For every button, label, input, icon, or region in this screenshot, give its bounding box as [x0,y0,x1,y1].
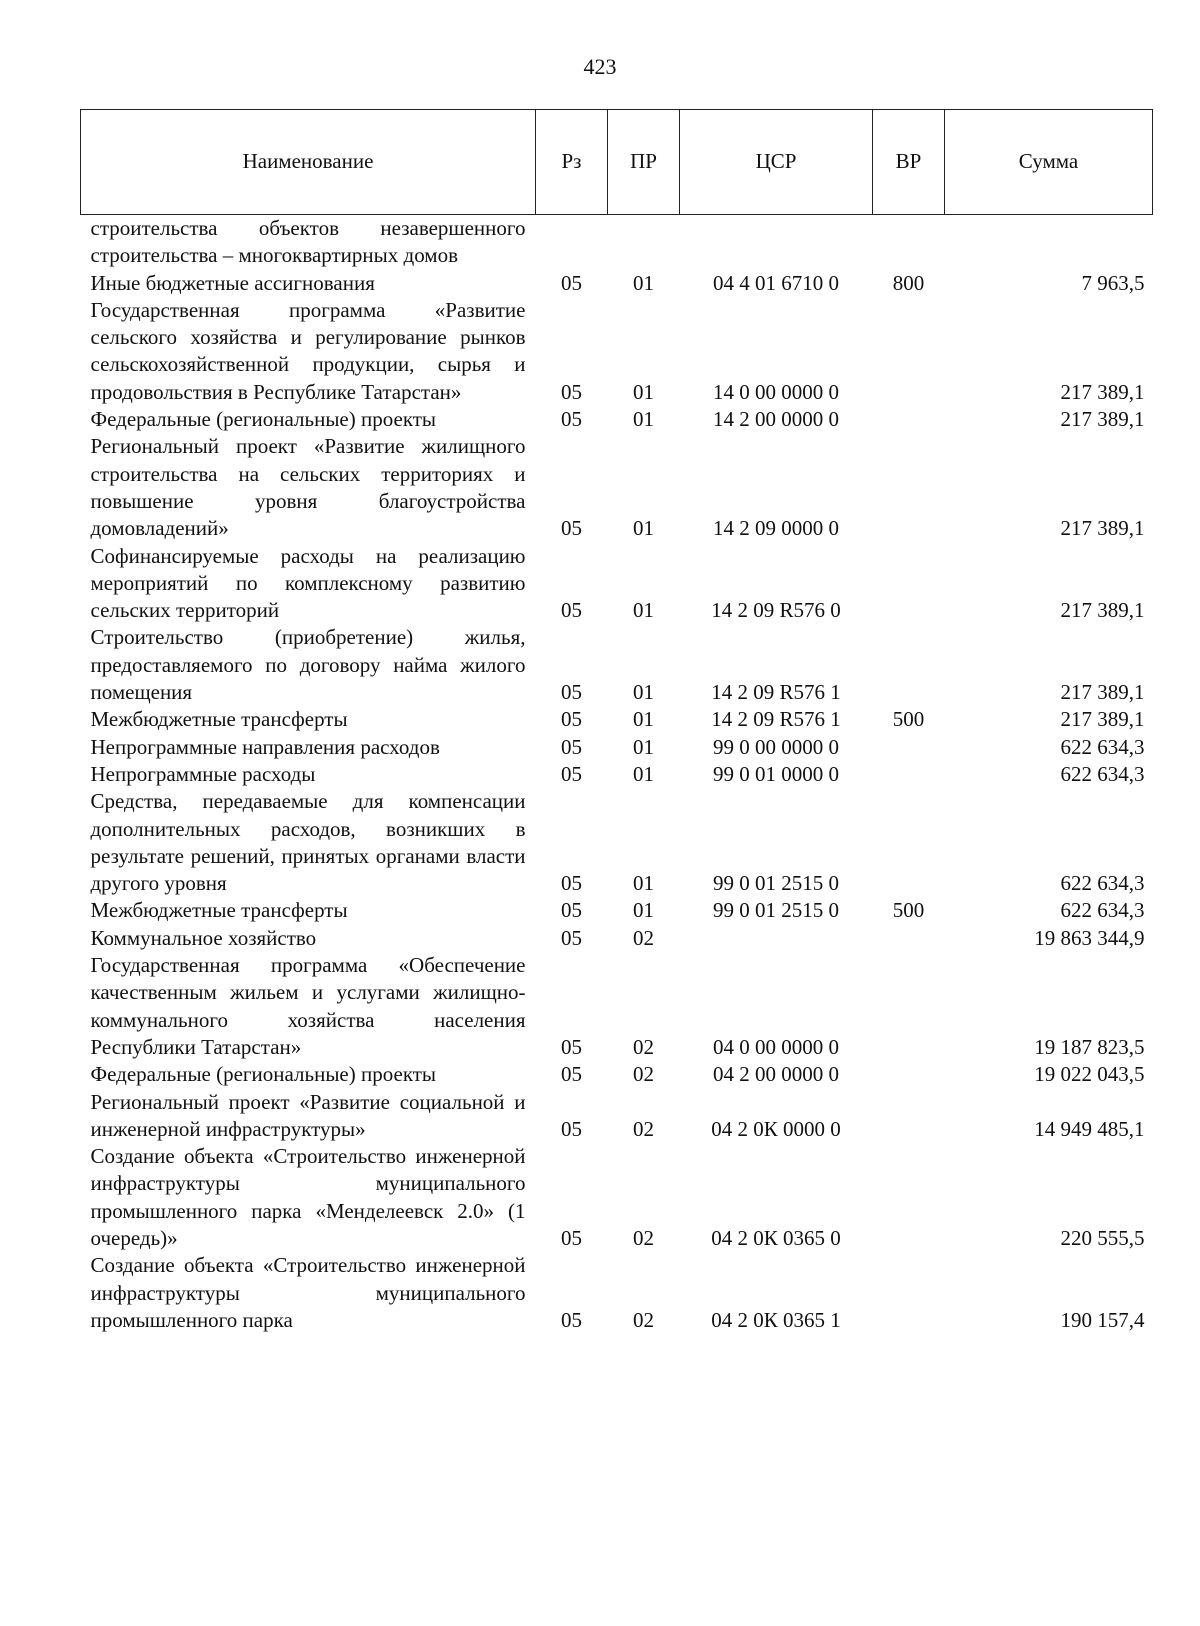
table-row [81,297,1153,406]
cell-csr: 14 2 09 0000 0 [713,516,839,541]
cell-rz: 05 [561,1116,582,1141]
table-row [81,761,1153,788]
cell-pr: 02 [633,1062,654,1087]
table-row [81,1252,1153,1334]
cell-rz: 05 [561,871,582,896]
table-row [81,952,1153,1061]
cell-name: Федеральные (региональные) проекты [90,1062,437,1087]
budget-table [80,109,1153,1334]
cell-pr: 01 [633,516,654,541]
cell-pr: 01 [633,707,654,732]
cell-name: Средства, передаваемые для компенсации дополнительных расходов, возникших в результате решений, принятых органами власти другого уровня [90,789,526,896]
table-row [81,215,1153,270]
cell-csr [680,215,873,270]
cell-pr: 01 [633,379,654,404]
cell-sum: 217 389,1 [1060,379,1145,404]
cell-vr [873,215,945,270]
cell-rz: 05 [561,734,582,759]
table-body [81,215,1153,1335]
cell-vr [873,734,945,761]
cell-csr: 14 2 09 R576 0 [711,598,841,623]
cell-pr: 02 [633,925,654,950]
cell-sum: 217 389,1 [1060,598,1145,623]
cell-name: Государственная программа «Развитие сельского хозяйства и регулирование рынков сельскохозяйственной продукции, сырья и продовольствия в Республике Татарстан» [90,297,526,404]
table-header [81,110,1153,215]
table-row [81,788,1153,897]
cell-name: Непрограммные направления расходов [90,734,440,759]
cell-vr [873,1089,945,1144]
cell-csr: 14 2 09 R576 1 [711,707,841,732]
cell-sum: 622 634,3 [1060,734,1145,759]
cell-rz: 05 [561,270,582,295]
table-row [81,624,1153,706]
cell-sum: 19 187 823,5 [1034,1034,1145,1059]
cell-pr: 01 [633,598,654,623]
cell-rz: 05 [561,1062,582,1087]
cell-name: строительства объектов незавершенного строительства – многоквартирных домов [90,216,526,268]
table-row [81,433,1153,542]
cell-pr: 01 [633,407,654,432]
cell-vr [873,543,945,625]
cell-name: Межбюджетные трансферты [90,898,348,923]
cell-name: Государственная программа «Обеспечение качественным жильем и услугами жилищно-коммунального хозяйства населения Республики Татарстан» [90,953,526,1059]
cell-vr: 500 [892,898,925,923]
cell-rz: 05 [561,925,582,950]
cell-rz: 05 [561,516,582,541]
header-rz: Рз [536,110,608,215]
cell-vr [873,406,945,433]
cell-pr: 01 [633,734,654,759]
cell-pr: 01 [633,761,654,786]
table-row [81,706,1153,733]
cell-name: Строительство (приобретение) жилья, предоставляемого по договору найма жилого помещения [90,625,526,705]
cell-vr [873,1061,945,1088]
table-row [81,1089,1153,1144]
cell-csr: 99 0 01 0000 0 [713,761,839,786]
cell-pr [608,215,680,270]
page-number: 423 [583,54,617,79]
cell-pr: 02 [633,1307,654,1332]
cell-sum: 217 389,1 [1060,407,1145,432]
table-row [81,543,1153,625]
cell-rz: 05 [561,1034,582,1059]
table-row [81,1061,1153,1088]
cell-sum: 217 389,1 [1060,707,1145,732]
cell-name: Региональный проект «Развитие жилищного строительства на сельских территориях и повышение уровня благоустройства домовладений» [90,434,526,541]
cell-vr: 800 [892,270,925,295]
table-row [81,734,1153,761]
cell-sum: 7 963,5 [1081,270,1145,295]
cell-csr: 14 2 09 R576 1 [711,680,841,705]
cell-rz: 05 [561,407,582,432]
cell-pr: 01 [633,871,654,896]
cell-sum: 622 634,3 [1060,898,1145,923]
cell-sum: 14 949 485,1 [1034,1116,1145,1141]
cell-vr [873,952,945,1061]
cell-sum: 622 634,3 [1060,871,1145,896]
cell-rz: 05 [561,898,582,923]
cell-vr [873,788,945,897]
cell-csr: 99 0 00 0000 0 [713,734,839,759]
cell-name: Софинансируемые расходы на реализацию мероприятий по комплексному развитию сельских территорий [90,543,526,623]
table-row [81,925,1153,952]
cell-sum: 622 634,3 [1060,761,1145,786]
cell-sum: 217 389,1 [1060,680,1145,705]
cell-name: Непрограммные расходы [90,761,316,786]
cell-name: Федеральные (региональные) проекты [90,407,437,432]
cell-name: Межбюджетные трансферты [90,707,348,732]
cell-sum [945,215,1153,270]
cell-sum: 19 022 043,5 [1034,1062,1145,1087]
cell-name: Иные бюджетные ассигнования [90,270,375,295]
table-row [81,270,1153,297]
cell-vr [873,1143,945,1252]
cell-vr [873,761,945,788]
cell-pr: 02 [633,1116,654,1141]
cell-csr: 04 2 0К 0365 0 [711,1225,841,1250]
cell-sum: 190 157,4 [1060,1307,1145,1332]
cell-pr: 01 [633,680,654,705]
header-name: Наименование [81,110,536,215]
header-csr: ЦСР [680,110,873,215]
cell-csr: 99 0 01 2515 0 [713,898,839,923]
cell-sum: 220 555,5 [1060,1225,1145,1250]
cell-pr: 01 [633,898,654,923]
cell-vr [873,433,945,542]
cell-pr: 02 [633,1225,654,1250]
cell-csr: 99 0 01 2515 0 [713,871,839,896]
cell-vr [873,925,945,952]
cell-sum: 217 389,1 [1060,516,1145,541]
header-sum: Сумма [945,110,1153,215]
cell-rz: 05 [561,598,582,623]
cell-rz: 05 [561,680,582,705]
cell-vr [873,297,945,406]
cell-csr [680,925,873,952]
cell-rz: 05 [561,707,582,732]
cell-name: Коммунальное хозяйство [90,925,317,950]
cell-sum: 19 863 344,9 [1034,925,1145,950]
cell-csr: 04 2 00 0000 0 [713,1062,839,1087]
cell-rz: 05 [561,761,582,786]
cell-vr [873,624,945,706]
table-row [81,1143,1153,1252]
cell-csr: 04 2 0К 0365 1 [711,1307,841,1332]
header-pr: ПР [608,110,680,215]
cell-pr: 02 [633,1034,654,1059]
cell-rz: 05 [561,379,582,404]
cell-rz [536,215,608,270]
cell-vr [873,1252,945,1334]
cell-csr: 14 2 00 0000 0 [713,407,839,432]
cell-vr: 500 [892,707,925,732]
cell-csr: 14 0 00 0000 0 [713,379,839,404]
cell-name: Создание объекта «Строительство инженерной инфраструктуры муниципального промышленного парка «Менделеевск 2.0» (1 очередь)» [90,1144,526,1250]
cell-csr: 04 0 00 0000 0 [713,1034,839,1059]
cell-pr: 01 [633,270,654,295]
cell-csr: 04 2 0К 0000 0 [711,1116,841,1141]
table-row [81,897,1153,924]
cell-name: Региональный проект «Развитие социальной и инженерной инфраструктуры» [90,1089,526,1141]
header-vr: ВР [873,110,945,215]
cell-rz: 05 [561,1307,582,1332]
cell-rz: 05 [561,1225,582,1250]
cell-name: Создание объекта «Строительство инженерной инфраструктуры муниципального промышленного парка [90,1253,526,1332]
table-row [81,406,1153,433]
cell-csr: 04 4 01 6710 0 [713,270,839,295]
